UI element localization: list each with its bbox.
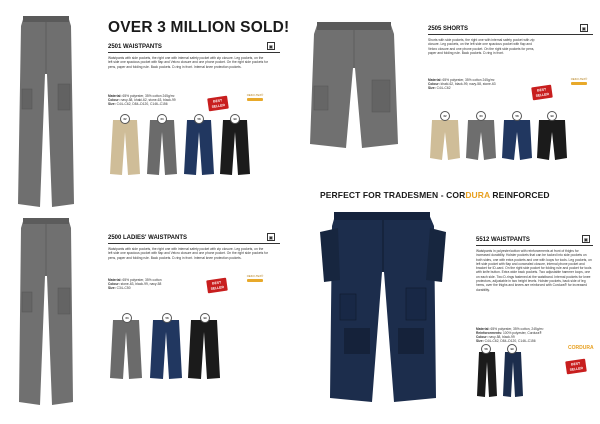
product-title-2500: 2500 LADIES' WAISTPANTS xyxy=(108,235,187,241)
oeko-tex-label xyxy=(244,94,266,102)
colour-label: Colour: xyxy=(428,82,440,87)
tradesmen-heading-suffix: REINFORCED xyxy=(489,190,550,200)
colour-label: Colour: xyxy=(108,282,120,287)
oeko-tex-bar xyxy=(247,98,263,101)
pants-2501-color-variants xyxy=(110,118,250,176)
product-title-2501: 2501 WAISTPANTS xyxy=(108,44,162,50)
best-seller-badge: BEST SELLER xyxy=(207,96,229,112)
divider xyxy=(108,243,280,244)
reinforcements-value: 100% polyester, Cordura® xyxy=(502,331,542,336)
variant-black xyxy=(477,352,497,397)
product-description-2500: Waistpants with side pockets, the right one with internal safety pocket with zip closure. Leg pockets, on the left side one spacious pocket with flap and Velcro closure and one phone pocket. On the right side pockets for pens, paper and folding rule. Back pockets. D-ring in front. Internal knee protection pockets. xyxy=(108,247,268,260)
pants-2500-main-image xyxy=(18,216,74,408)
pants-5512-color-variants xyxy=(476,350,526,398)
variant-navy xyxy=(184,120,214,175)
oeko-tex-text: OEKO-TEX® xyxy=(570,77,588,81)
headline: OVER 3 MILLION SOLD! xyxy=(108,19,290,36)
material-label: Material: xyxy=(428,78,442,82)
size-label: Size: xyxy=(108,286,116,291)
pants-5512-main-image xyxy=(318,210,448,406)
variant-navy xyxy=(502,120,532,160)
color-chip-99: 99 xyxy=(230,114,240,124)
product-specs-2505 xyxy=(428,78,528,90)
product-code-icon-5512: ▣ xyxy=(582,235,590,243)
best-seller-badge: BEST SELLER xyxy=(206,278,228,294)
right-page xyxy=(300,0,600,424)
oeko-tex-text: OEKO-TEX® xyxy=(246,274,264,278)
divider xyxy=(428,34,593,35)
cordura-logo xyxy=(568,345,594,351)
size-value: C34–C50 xyxy=(116,286,131,291)
size-value: C44–C62, D84–D120, C146–C156 xyxy=(116,102,168,107)
color-chip-99: 99 xyxy=(200,313,210,323)
product-code-icon-2505: ▣ xyxy=(580,24,588,32)
color-chip-58: 58 xyxy=(481,344,491,354)
cordura-logo-text: CORDURA xyxy=(568,345,594,351)
variant-black xyxy=(537,120,567,160)
size-label: Size: xyxy=(108,102,116,107)
color-chip-62: 62 xyxy=(120,114,130,124)
tradesmen-heading-brand: DURA xyxy=(465,190,490,200)
reinforcements-label: Reinforcements: xyxy=(476,331,503,336)
shorts-2505-color-variants xyxy=(430,118,568,162)
oeko-tex-text: OEKO-TEX® xyxy=(246,93,264,97)
colour-label: Colour: xyxy=(476,335,488,340)
colour-value: stone-63, black-99, navy-58 xyxy=(120,282,162,287)
colour-value: navy-58, black-99 xyxy=(488,335,515,340)
colour-label: Colour: xyxy=(108,98,120,103)
size-value: C44–C62 xyxy=(436,86,451,91)
variant-black xyxy=(220,120,250,175)
color-chip-99: 99 xyxy=(547,111,557,121)
product-title-5512: 5512 WAISTPANTS xyxy=(476,237,530,243)
variant-navy xyxy=(503,352,523,397)
color-chip-63: 63 xyxy=(476,111,486,121)
material-label: Material: xyxy=(476,327,490,331)
product-description-5512: Waistpants in polyester/cotton with reinforcements at front of thighs for increased durability. Holster pockets that can be tucked into side pockets on both sides, one with extra pockets and one with loops for tools. Leg pockets, on left side pocket with flap and concealed closure, internal phone pocket and bracket for ID-card. On the right side pocket for folding rule and pocket for tools with knife button. Extra wide back pockets. Two adjustable hammer loops, one on each side. Two D-rings fastened at the waistband. Internal pockets for knee protectors, adjustable in two height levels. Holster pockets, back side of leg hems, over the thighs and knees are reinforced with Cordura® for increased durability. xyxy=(476,249,592,292)
shorts-2505-main-image xyxy=(310,20,398,150)
variant-stone xyxy=(466,120,496,160)
color-chip-58: 58 xyxy=(162,313,172,323)
product-description-2505: Shorts with side pockets, the right one with internal safety pocket with zip closure. Leg pockets, on the left side one spacious pocket with flap and Velcro closure and one phone pocket. On the right side pockets for pens, paper and folding rule. Back pockets. D-ring in front. xyxy=(428,38,535,55)
colour-value: navy-58, khaki-62, stone-63, black-99 xyxy=(120,98,176,103)
color-chip-58: 58 xyxy=(512,111,522,121)
variant-stone xyxy=(147,120,177,175)
material-value: 65% polyester, 35% cotton 245g/m² xyxy=(122,94,175,98)
pants-2500-color-variants xyxy=(110,318,222,380)
product-code-icon-2501: ▣ xyxy=(267,42,275,50)
color-chip-63: 63 xyxy=(122,313,132,323)
oeko-tex-label xyxy=(244,275,266,283)
oeko-tex-bar xyxy=(247,279,263,282)
product-specs-2500 xyxy=(108,278,208,290)
size-label: Size: xyxy=(428,86,436,91)
color-chip-58: 58 xyxy=(194,114,204,124)
product-code-icon-2500: ▣ xyxy=(267,233,275,241)
material-label: Material: xyxy=(108,278,122,282)
product-specs-5512 xyxy=(476,327,592,343)
material-value: 65% polyester, 35% cotton, 245g/m² xyxy=(490,327,544,331)
color-chip-99: 99 xyxy=(507,344,517,354)
size-label: Size: xyxy=(476,339,484,344)
colour-value: khaki-62, black-99, navy-58, stone-63 xyxy=(440,82,496,87)
best-seller-badge: BEST SELLER xyxy=(531,85,553,101)
tradesmen-heading xyxy=(320,190,550,200)
variant-navy xyxy=(150,320,182,379)
color-chip-62: 62 xyxy=(440,111,450,121)
variant-stone xyxy=(110,320,142,379)
oeko-tex-label xyxy=(568,78,590,86)
variant-black xyxy=(188,320,220,379)
product-description-2501: Waistpants with side pockets, the right one with internal safety pocket with zip closure. Leg pockets, on the left side one spacious pocket with flap and Velcro closure and one phone pocket. On the right side pockets for pens, paper and folding rule. Back pockets. D-ring in front. Internal knee protection pockets. xyxy=(108,56,268,69)
divider xyxy=(476,245,593,246)
size-value: C44–C62, D84–D120, C146–C156 xyxy=(484,339,536,344)
product-specs-2501 xyxy=(108,94,208,106)
material-label: Material: xyxy=(108,94,122,98)
oeko-tex-bar xyxy=(571,82,587,85)
divider xyxy=(108,52,280,53)
variant-khaki xyxy=(110,120,140,175)
best-seller-badge: BEST SELLER xyxy=(565,359,587,375)
material-value: 65% polyester, 35% cotton 245g/m² xyxy=(442,78,495,82)
pants-2501-main-image xyxy=(18,14,74,210)
material-value: 65% polyester, 35% cotton xyxy=(122,278,162,282)
product-title-2505: 2505 SHORTS xyxy=(428,26,469,32)
variant-khaki xyxy=(430,120,460,160)
color-chip-63: 63 xyxy=(157,114,167,124)
tradesmen-heading-prefix: PERFECT FOR TRADESMEN - COR xyxy=(320,190,466,200)
